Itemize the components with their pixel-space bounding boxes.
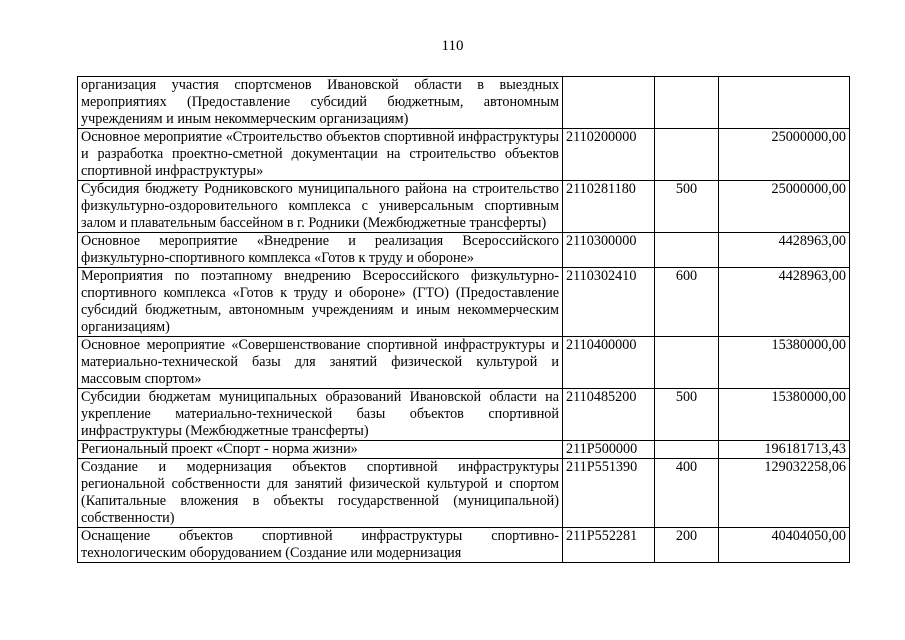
row-expense-type: 600 <box>655 268 719 337</box>
row-description: Создание и модернизация объектов спортивной инфраструктуры региональной собственности для занятий физической культурой и спортом (Капитальные вложения в объекты государственной (муниципальной) собственности) <box>78 459 563 528</box>
row-code: 211P552281 <box>563 528 655 563</box>
row-code: 2110302410 <box>563 268 655 337</box>
table-row <box>78 441 850 459</box>
row-expense-type <box>655 233 719 268</box>
row-code <box>563 77 655 129</box>
row-code: 2110485200 <box>563 389 655 441</box>
row-amount: 15380000,00 <box>719 389 850 441</box>
table-row <box>78 129 850 181</box>
row-amount: 129032258,06 <box>719 459 850 528</box>
row-description: Основное мероприятие «Совершенствование спортивной инфраструктуры и материально-технической базы для занятий физической культурой и массовым спортом» <box>78 337 563 389</box>
table-row <box>78 77 850 129</box>
row-description: Субсидии бюджетам муниципальных образований Ивановской области на укрепление материально-технической базы объектов спортивной инфраструктуры (Межбюджетные трансферты) <box>78 389 563 441</box>
row-amount: 4428963,00 <box>719 268 850 337</box>
row-code: 2110400000 <box>563 337 655 389</box>
row-amount: 25000000,00 <box>719 129 850 181</box>
row-description: Основное мероприятие «Строительство объектов спортивной инфраструктуры и разработка проектно-сметной документации на строительство объектов спортивной инфраструктуры» <box>78 129 563 181</box>
row-code: 2110200000 <box>563 129 655 181</box>
row-amount: 25000000,00 <box>719 181 850 233</box>
row-expense-type: 200 <box>655 528 719 563</box>
row-amount: 196181713,43 <box>719 441 850 459</box>
row-expense-type <box>655 77 719 129</box>
row-expense-type <box>655 129 719 181</box>
row-expense-type: 500 <box>655 181 719 233</box>
budget-table <box>77 76 850 563</box>
row-expense-type: 400 <box>655 459 719 528</box>
row-expense-type <box>655 441 719 459</box>
row-expense-type <box>655 337 719 389</box>
row-code: 211P551390 <box>563 459 655 528</box>
table-row <box>78 233 850 268</box>
row-description: Региональный проект «Спорт - норма жизни» <box>78 441 563 459</box>
table-row <box>78 459 850 528</box>
table-row <box>78 389 850 441</box>
table-row <box>78 528 850 563</box>
row-amount: 40404050,00 <box>719 528 850 563</box>
row-amount: 15380000,00 <box>719 337 850 389</box>
row-description: Оснащение объектов спортивной инфраструктуры спортивно-технологическим оборудованием (Создание или модернизация <box>78 528 563 563</box>
table-row <box>78 337 850 389</box>
table-row <box>78 181 850 233</box>
row-description: Мероприятия по поэтапному внедрению Всероссийского физкультурно-спортивного комплекса «Готов к труду и обороне» (ГТО) (Предоставление субсидий бюджетным, автономным учреждениям и иным некоммерческим организациям) <box>78 268 563 337</box>
row-code: 2110300000 <box>563 233 655 268</box>
row-description: организация участия спортсменов Ивановской области в выездных мероприятиях (Предоставление субсидий бюджетным, автономным учреждениям и иным некоммерческим организациям) <box>78 77 563 129</box>
row-description: Субсидия бюджету Родниковского муниципального района на строительство физкультурно-оздоровительного комплекса с универсальным спортивным залом и плавательным бассейном в г. Родники (Межбюджетные трансферты) <box>78 181 563 233</box>
row-amount: 4428963,00 <box>719 233 850 268</box>
row-code: 2110281180 <box>563 181 655 233</box>
page-number: 110 <box>441 38 464 54</box>
row-code: 211P500000 <box>563 441 655 459</box>
row-expense-type: 500 <box>655 389 719 441</box>
table-row <box>78 268 850 337</box>
row-amount <box>719 77 850 129</box>
row-description: Основное мероприятие «Внедрение и реализация Всероссийского физкультурно-спортивного комплекса «Готов к труду и обороне» <box>78 233 563 268</box>
